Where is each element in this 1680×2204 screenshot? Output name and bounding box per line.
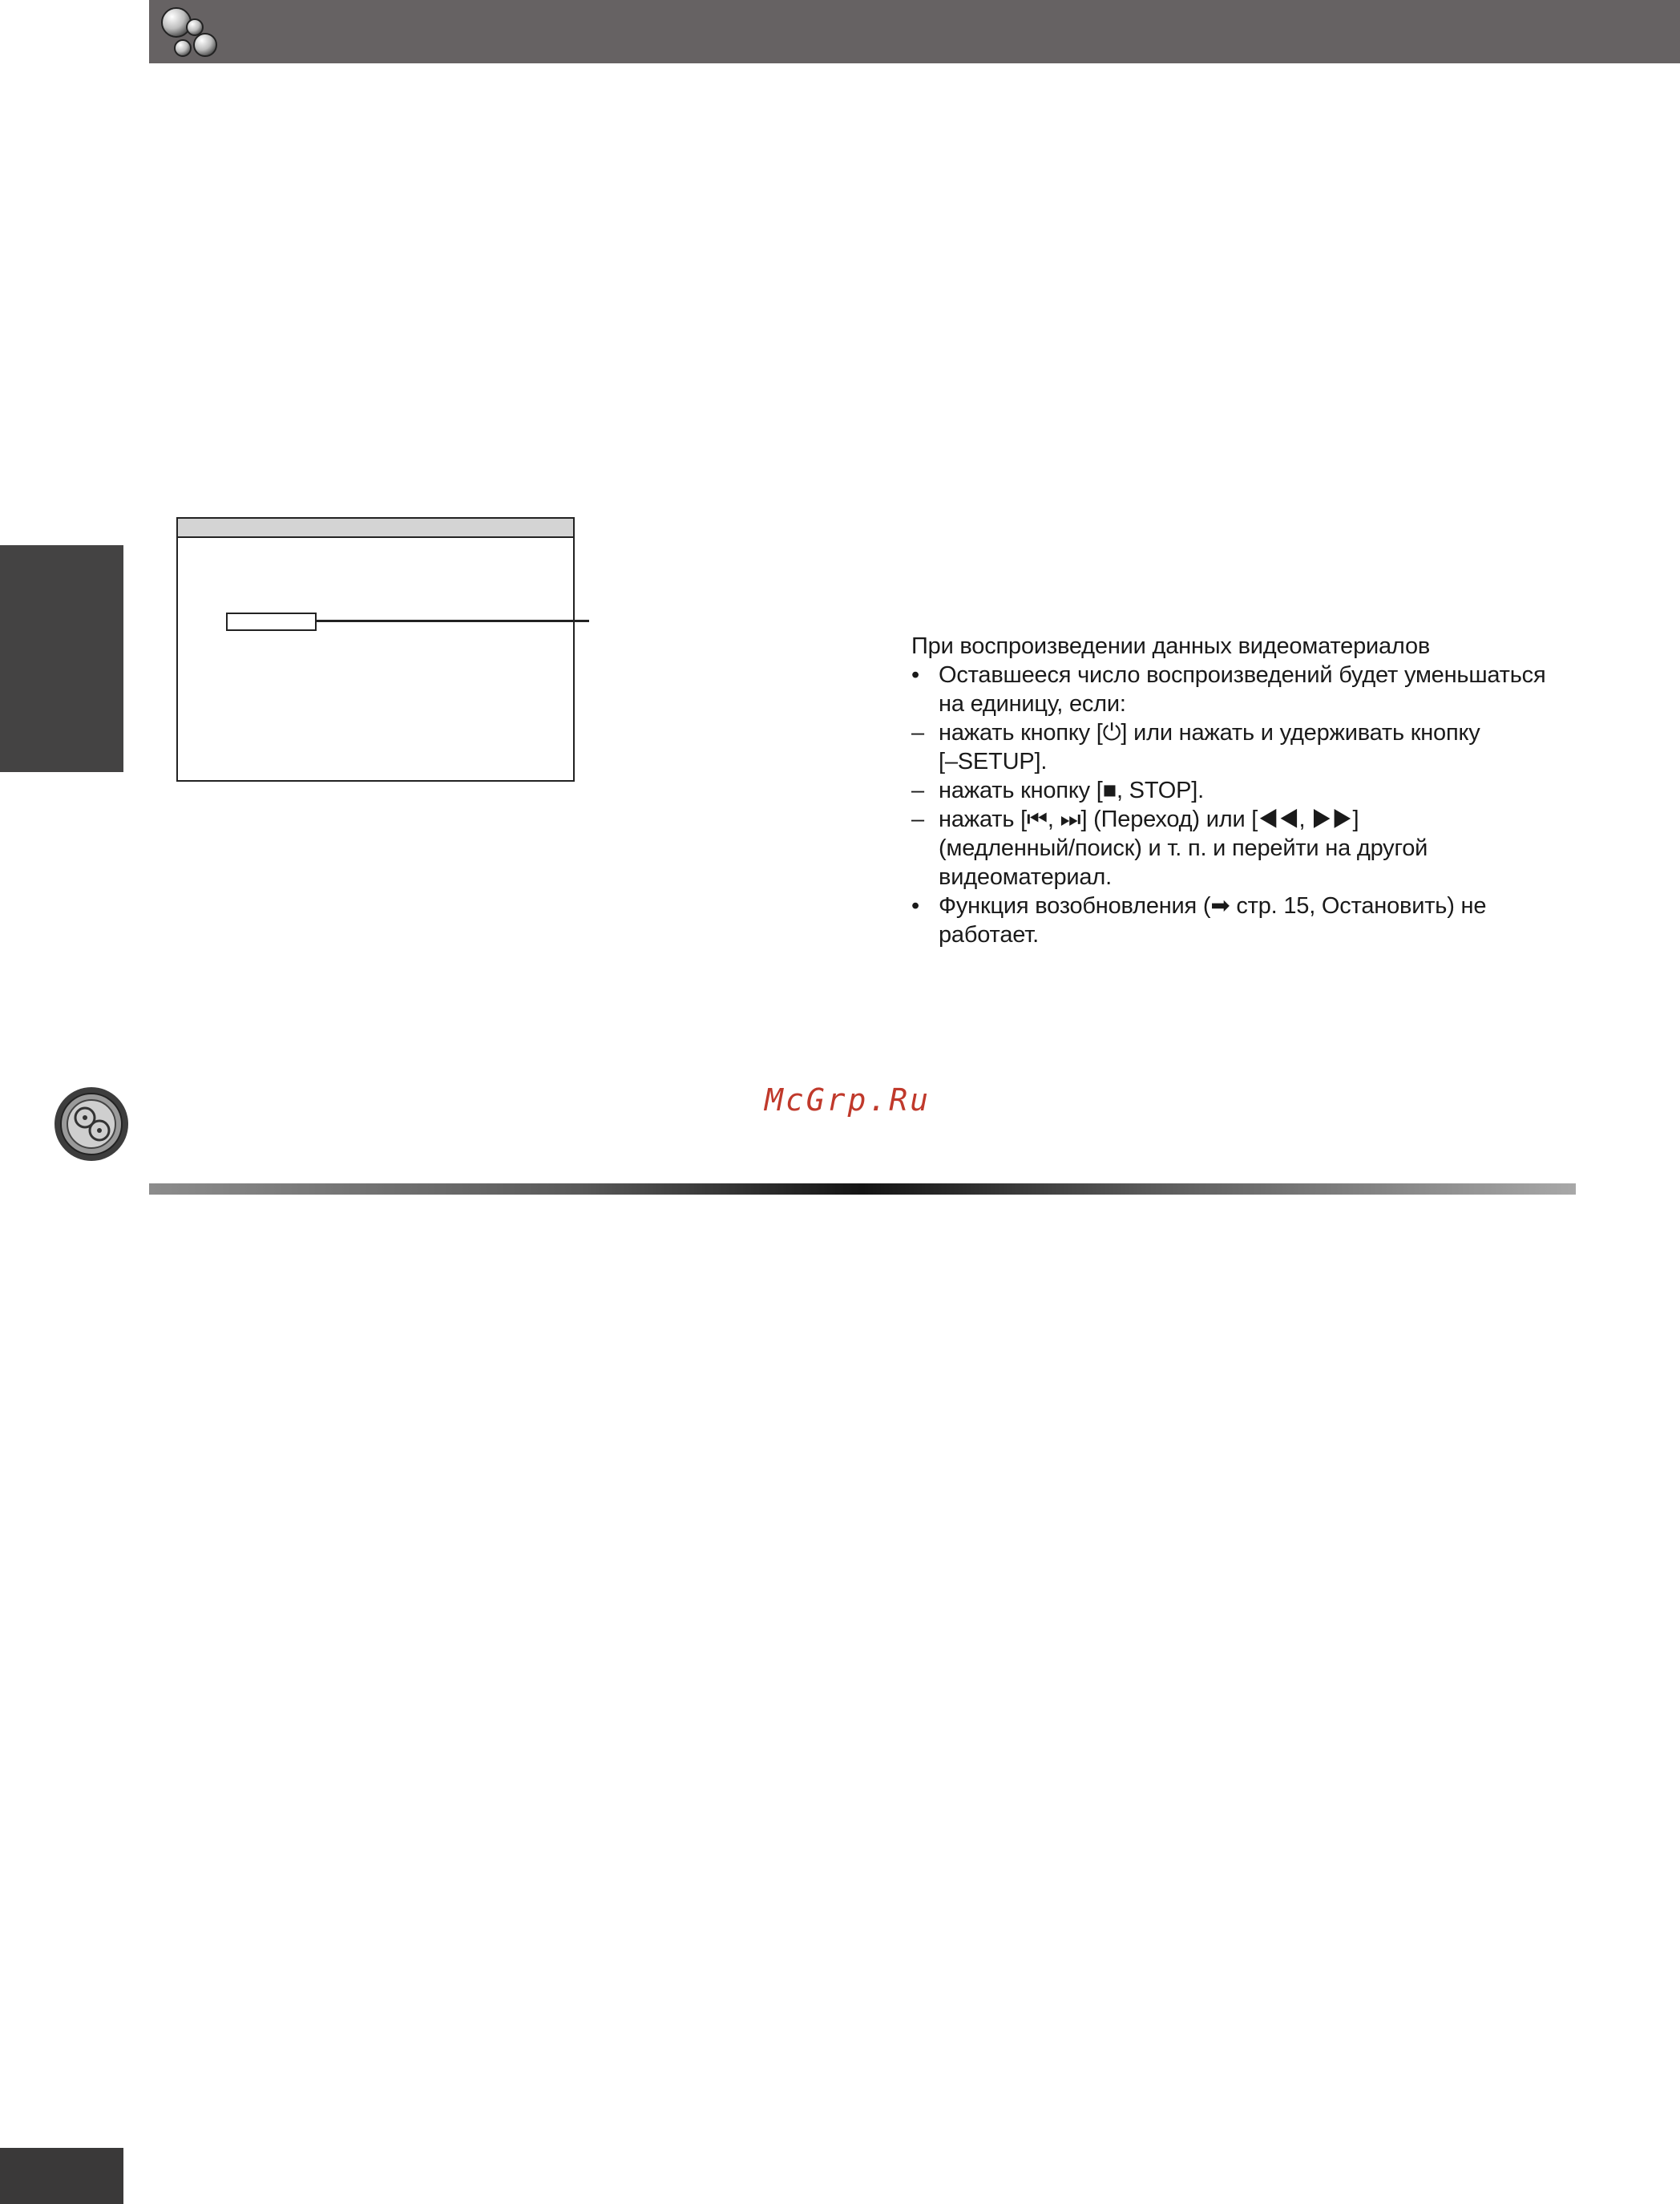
bullet-item (911, 661, 1577, 690)
gradient-divider (149, 1183, 1576, 1195)
bubbles-icon (159, 5, 223, 61)
dash-text: нажать кнопку [⏻] или нажать и удерживать кнопку (939, 720, 1480, 746)
header-bar (149, 0, 1680, 63)
dash-text: нажать [⏮, ⏭] (Переход) или [◀◀, ▶▶] (939, 807, 1359, 832)
bullet-continuation: работает. (939, 922, 1039, 948)
disc-icon (53, 1086, 130, 1163)
bullet-continuation: на единицу, если: (939, 691, 1126, 717)
dash-continuation: видеоматериал. (939, 864, 1112, 890)
bullet-text: Функция возобновления (➡ стр. 15, Остановить) не (939, 893, 1487, 919)
notes-heading: При воспроизведении данных видеоматериалов (911, 633, 1431, 659)
dash-continuation: (медленный/поиск) и т. п. и перейти на другой (939, 835, 1428, 861)
site-watermark: McGrp.Ru (765, 1082, 931, 1118)
page-corner-block (0, 2148, 123, 2204)
playback-notes (911, 632, 1577, 949)
screen-highlighted-field (226, 613, 317, 631)
dash-item (911, 805, 1577, 834)
bullet-marker: • (911, 893, 919, 919)
section-side-tab (0, 545, 123, 772)
dash-marker: – (911, 807, 924, 832)
dash-item (911, 718, 1577, 747)
dash-continuation: [–SETUP]. (939, 749, 1048, 774)
callout-leader-line (317, 620, 589, 622)
dash-text: нажать кнопку [■, STOP]. (939, 778, 1205, 803)
dash-item (911, 776, 1577, 805)
dash-marker: – (911, 778, 924, 803)
bullet-item (911, 892, 1577, 920)
screen-title-bar (178, 519, 573, 538)
bullet-text: Оставшееся число воспроизведений будет уменьшаться (939, 662, 1546, 688)
dash-marker: – (911, 720, 924, 746)
onscreen-display-illustration (176, 517, 575, 782)
bullet-marker: • (911, 662, 919, 688)
